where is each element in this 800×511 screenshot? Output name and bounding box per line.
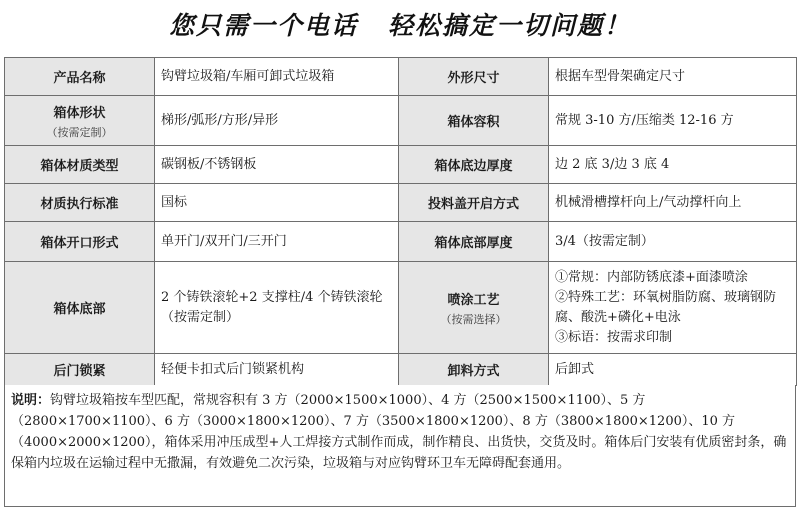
value-bottom-thickness: 3/4（按需定制） (549, 222, 797, 262)
table-row (5, 354, 797, 386)
value-material-standard: 国标 (155, 184, 399, 222)
value-unload-method: 后卸式 (549, 354, 797, 386)
headline-part-1: 您只需一个电话 (168, 11, 358, 40)
value-lid-opening: 机械滑槽撑杆向上/气动撑杆向上 (549, 184, 797, 222)
label-box-bottom: 箱体底部 (5, 262, 155, 354)
label-lid-opening: 投料盖开启方式 (399, 184, 549, 222)
headline-part-2: 轻松搞定一切问题！ (388, 11, 632, 40)
value-dimensions: 根据车型骨架确定尺寸 (549, 58, 797, 96)
label-material-type: 箱体材质类型 (5, 146, 155, 184)
value-paint-process (549, 262, 797, 354)
label-unload-method: 卸料方式 (399, 354, 549, 386)
label-rear-lock: 后门锁紧 (5, 354, 155, 386)
table-row (5, 96, 797, 146)
value-edge-thickness: 边 2 底 3/边 3 底 4 (549, 146, 797, 184)
label-bottom-thickness: 箱体底部厚度 (399, 222, 549, 262)
headline (0, 0, 800, 52)
note-label: 说明： (11, 393, 51, 408)
label-edge-thickness: 箱体底边厚度 (399, 146, 549, 184)
label-material-standard: 材质执行标准 (5, 184, 155, 222)
label-paint-process (399, 262, 549, 354)
label-box-shape-note: （按需定制） (46, 125, 113, 139)
table-row (5, 262, 797, 354)
description-note (4, 385, 796, 507)
table-row (5, 58, 797, 96)
table-row (5, 184, 797, 222)
value-box-shape: 梯形/弧形/方形/异形 (155, 96, 399, 146)
note-text: 钩臂垃圾箱按车型匹配，常规容积有 3 方（2000×1500×1000）、4 方（2500×1500×1100）、5 方（2800×1700×1100）、6 方（3000×1800×1200）、7 方（3500×1800×1200）、8 方（3800×1800×1200）、10 方（4000×2000×1200），箱体采用冲压成型+人工焊接方式制作而成，制作精良、出货快，交货及时。箱体后门安装有优质密封条，确保箱内垃圾在运输过程中无撒漏，有效避免二次污染，垃圾箱与对应钩臂环卫车无障碍配套通用。 (11, 393, 787, 471)
label-product-name: 产品名称 (5, 58, 155, 96)
value-product-name: 钩臂垃圾箱/车厢可卸式垃圾箱 (155, 58, 399, 96)
label-door-type: 箱体开口形式 (5, 222, 155, 262)
value-rear-lock: 轻便卡扣式后门锁紧机构 (155, 354, 399, 386)
label-box-shape-title: 箱体形状 (53, 105, 106, 121)
paint-option-1: ①常规：内部防锈底漆+面漆喷涂 (555, 269, 748, 285)
spec-table (4, 57, 797, 386)
label-paint-process-title: 喷涂工艺 (447, 292, 500, 308)
paint-option-3: ③标语：按需求印制 (555, 329, 673, 345)
paint-option-2: ②特殊工艺：环氧树脂防腐、玻璃钢防腐、酸洗+磷化+电泳 (555, 289, 777, 325)
value-material-type: 碳钢板/不锈钢板 (155, 146, 399, 184)
table-row (5, 222, 797, 262)
table-row (5, 146, 797, 184)
label-paint-process-note: （按需选择） (440, 312, 507, 326)
label-box-volume: 箱体容积 (399, 96, 549, 146)
label-box-shape (5, 96, 155, 146)
value-box-volume: 常规 3-10 方/压缩类 12-16 方 (549, 96, 797, 146)
value-door-type: 单开门/双开门/三开门 (155, 222, 399, 262)
value-box-bottom: 2 个铸铁滚轮+2 支撑柱/4 个铸铁滚轮（按需定制） (155, 262, 399, 354)
label-dimensions: 外形尺寸 (399, 58, 549, 96)
